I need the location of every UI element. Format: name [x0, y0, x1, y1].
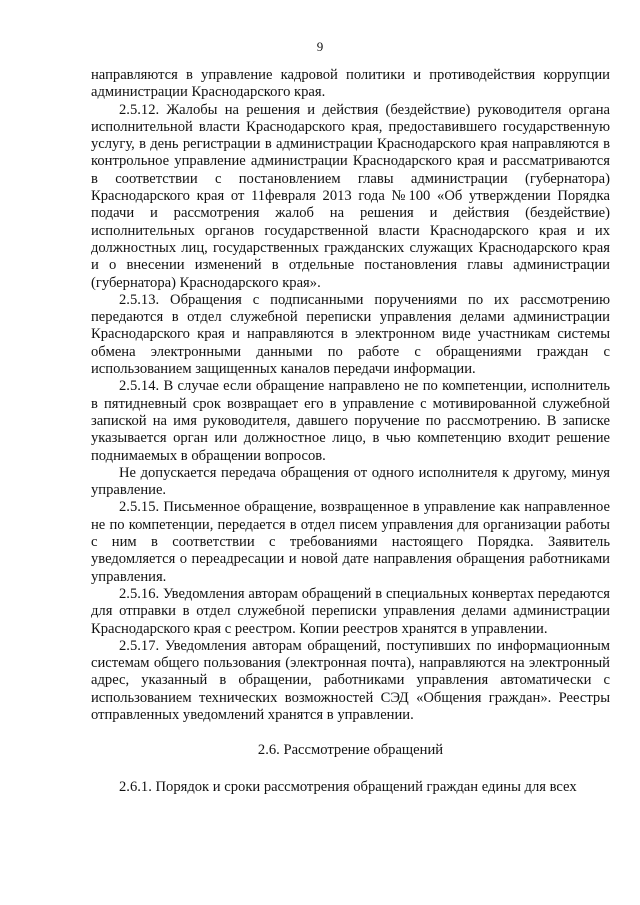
- paragraph-no-transfer: Не допускается передача обращения от одного исполнителя к другому, минуя управление.: [91, 464, 610, 499]
- section-heading: 2.6. Рассмотрение обращений: [257, 742, 444, 759]
- document-body: [91, 67, 610, 796]
- paragraph-2-5-15: 2.5.15. Письменное обращение, возвращенное в управление как направленное не по компетенции, передается в отдел писем управления для организации работы с ним в соответствии с требованиями настоящего Порядка. Заявитель уведомляется о переадресации и новой дате направления обращения работниками управления.: [91, 499, 610, 585]
- paragraph-2-5-16: 2.5.16. Уведомления авторам обращений в специальных конвертах передаются для отправки в отдел служебной переписки управления делами администрации Краснодарского края с реестром. Копии реестров хранятся в управлении.: [91, 585, 610, 637]
- paragraph-continuation: направляются в управление кадровой политики и противодействия коррупции администрации Краснодарского края.: [91, 67, 610, 101]
- paragraph-2-5-14: 2.5.14. В случае если обращение направлено не по компетенции, исполнитель в пятидневный срок возвращает его в управление с мотивированной служебной запиской на имя руководителя, давшего поручение по рассмотрению. В записке указывается орган или должностное лицо, в чью компетенцию входит решение поднимаемых в обращении вопросов.: [91, 378, 610, 464]
- paragraph-2-5-13: 2.5.13. Обращения с подписанными поручениями по их рассмотрению передаются в отдел служебной переписки управления делами администрации Краснодарского края и направляются в электронном виде участникам системы обмена электронными данными по работе с обращениями граждан с использованием защищенных каналов передачи информации.: [91, 291, 610, 378]
- page-number: 9: [316, 39, 324, 54]
- paragraph-2-5-17: 2.5.17. Уведомления авторам обращений, поступивших по информационным системам общего пользования (электронная почта), направляются на электронный адрес, указанный в обращении, работниками управления автоматически с использованием технических возможностей СЭД «Общения граждан». Реестры отправленных уведомлений хранятся в управлении.: [91, 637, 610, 723]
- paragraph-2-5-12: 2.5.12. Жалобы на решения и действия (бездействие) руководителя органа исполнительной власти Краснодарского края, предоставившего государственную услугу, в день регистрации в администрации Краснодарского края направляются в контрольное управление администрации Краснодарского края и рассматриваются в соответствии с постановлением главы администрации (губернатора) Краснодарского края от 11февраля 2013 года №100 «Об утверждении Порядка подачи и рассмотрения жалоб на решения и действия (бездействие) исполнительных органов государственной власти Краснодарского края и их должностных лиц, государственных гражданских служащих Краснодарского края и о внесении изменений в отдельные постановления главы администрации (губернатора) Краснодарского края».: [91, 101, 610, 291]
- paragraph-2-6-1: 2.6.1. Порядок и сроки рассмотрения обращений граждан едины для всех: [119, 778, 577, 795]
